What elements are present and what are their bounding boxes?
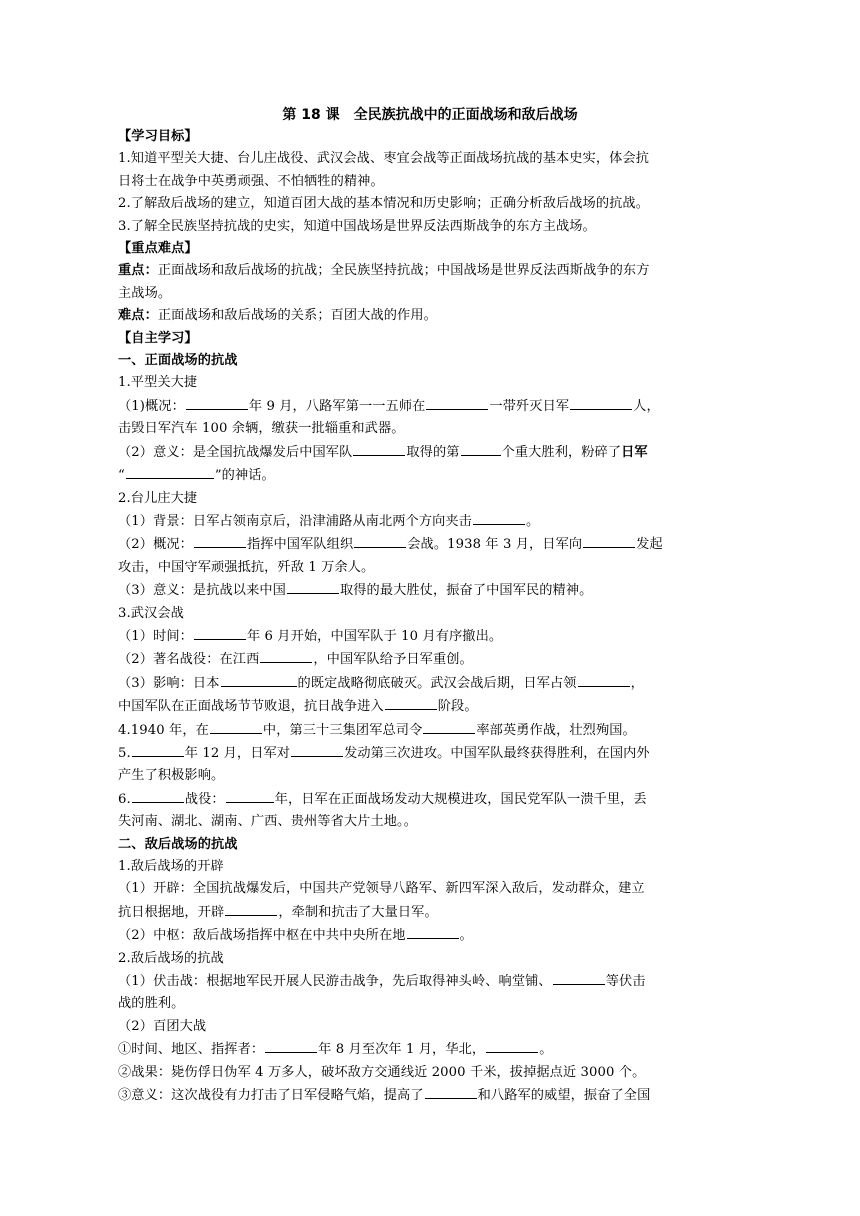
page-title: 第 18 课 全民族抗战中的正面战场和敌后战场	[282, 107, 578, 123]
text: 一带歼灭日军	[489, 398, 570, 414]
fill-blank[interactable]	[423, 719, 475, 734]
key-point-text: 正面战场和敌后战场的抗战；全民族坚持抗战；中国战场是世界反法西斯战争的东方	[157, 263, 650, 279]
text: 年 12 月，日军对	[184, 745, 291, 761]
key-heading: 【重点难点】	[118, 241, 198, 257]
text: （3）影响：日本	[118, 675, 220, 691]
key-point-line-2: 主战场。	[118, 285, 172, 301]
item-1-3-heading: 3.武汉会战	[118, 605, 184, 621]
text: 率部英勇作战，壮烈殉国。	[476, 722, 636, 738]
key-point-line-1	[118, 260, 742, 282]
fill-blank[interactable]	[578, 672, 630, 687]
text: 。	[525, 513, 540, 529]
self-study-heading: 【自主学习】	[118, 330, 198, 346]
section-2-heading: 二、敌后战场的抗战	[118, 836, 238, 852]
item-2-1-1-cont	[118, 901, 742, 924]
item-1-2-2-cont: 攻击，中国守军顽强抵抗，歼敌 1 万余人。	[118, 559, 375, 575]
text: 抗日根据地，开辟	[118, 904, 225, 920]
fill-blank[interactable]	[407, 924, 459, 939]
text: （1)概况：	[118, 398, 185, 414]
text: （1）伏击战：根据地军民开展人民游击战争，先后取得神头岭、响堂铺、	[118, 974, 552, 990]
text: （2）中枢：敌后战场指挥中枢在中共中央所在地	[118, 928, 406, 944]
item-1-5-cont: 产生了积极影响。	[118, 768, 225, 784]
text: 。	[459, 928, 473, 944]
document-page	[118, 104, 742, 1107]
item-1-1-1	[118, 395, 742, 418]
fill-blank[interactable]	[570, 395, 632, 410]
goal-1-line-1: 1.知道平型关大捷、台儿庄战役、武汉会战、枣宜会战等正面战场抗战的基本史实，体会抗	[118, 151, 649, 167]
text: 年 9 月，八路军第一一五师在	[248, 398, 426, 414]
text: 人，	[633, 398, 660, 414]
difficulty-text: 正面战场和敌后战场的关系；百团大战的作用。	[157, 308, 437, 324]
text: （2）意义：是全国抗战爆发后中国军队	[118, 444, 353, 460]
item-1-1-heading: 1.平型关大捷	[118, 375, 198, 391]
item-2-1-1: （1）开辟：全国抗战爆发后，中国共产党领导八路军、新四军深入敌后，发动群众，建立	[118, 881, 645, 897]
fill-blank[interactable]	[226, 788, 274, 803]
fill-blank[interactable]	[210, 719, 262, 734]
text: 取得的第	[406, 444, 460, 460]
fill-blank[interactable]	[426, 395, 488, 410]
item-2-1-2	[118, 924, 742, 947]
item-1-1-1-cont: 击毁日军汽车 100 余辆，缴获一批辎重和武器。	[118, 421, 405, 437]
text: 战役：	[184, 791, 225, 807]
text: 会战。1938 年 3 月，日军向	[407, 537, 583, 553]
fill-blank[interactable]	[461, 441, 501, 456]
text: ③意义：这次战役有力打击了日军侵略气焰，提高了	[118, 1088, 424, 1104]
item-1-2-1	[118, 510, 742, 533]
text: （1）时间：	[118, 628, 193, 644]
item-2-2-heading: 2.敌后战场的抗战	[118, 950, 224, 966]
text: 。	[539, 1042, 553, 1058]
item-1-1-2	[118, 441, 742, 464]
fill-blank[interactable]	[385, 695, 437, 710]
fill-blank[interactable]	[291, 742, 343, 757]
item-2-2-1-cont: 战的胜利。	[118, 996, 185, 1012]
item-1-3-1	[118, 625, 742, 648]
fill-blank[interactable]	[353, 441, 405, 456]
item-1-6-cont: 失河南、湖北、湖南、广西、贵州等省大片土地。。	[118, 814, 418, 830]
section-1-heading: 一、正面战场的抗战	[118, 353, 238, 369]
item-1-3-3	[118, 672, 742, 695]
item-1-3-3-cont	[118, 695, 742, 718]
item-2-2-2-2: ②战果：毙伤俘日伪军 4 万多人，破坏敌方交通线近 2000 千米，拔掉据点近 3000 个。	[118, 1064, 646, 1080]
fill-blank[interactable]	[225, 901, 277, 916]
text: 的既定战略彻底破灭。武汉会战后期，日军占领	[297, 675, 577, 691]
text: 等伏击	[605, 974, 646, 990]
item-1-2-3	[118, 579, 742, 602]
text: 阶段。	[437, 699, 478, 715]
fill-blank[interactable]	[221, 672, 297, 687]
fill-blank[interactable]	[194, 533, 246, 548]
text: ，	[630, 675, 644, 691]
fill-blank[interactable]	[287, 579, 339, 594]
item-1-1-2-cont	[118, 464, 742, 487]
difficulty-label: 难点：	[118, 308, 158, 324]
item-1-6	[118, 788, 742, 811]
fill-blank[interactable]	[186, 395, 248, 410]
item-2-1-heading: 1.敌后战场的开辟	[118, 859, 224, 874]
text: 指挥中国军队组织	[246, 537, 354, 553]
fill-blank[interactable]	[553, 970, 605, 985]
text: ①时间、地区、指挥者：	[118, 1042, 265, 1058]
text: 个重大胜利，粉碎了	[501, 444, 622, 460]
text: 6.	[118, 791, 131, 807]
text: 发动第三次进攻。中国军队最终获得胜利，在国内外	[344, 745, 650, 761]
text: 年，日军在正面战场发动大规模进攻，国民党军队一溃千里，丢	[274, 791, 647, 807]
item-1-5	[118, 742, 742, 765]
text: 年 6 月开始，中国军队于 10 月有序撤出。	[246, 628, 503, 644]
text: 中国军队在正面战场节节败退，抗日战争进入	[118, 699, 384, 715]
item-2-2-2-1	[118, 1038, 742, 1061]
goal-3: 3.了解全民族坚持抗战的史实，知道中国战场是世界反法西斯战争的东方主战场。	[118, 218, 596, 234]
fill-blank[interactable]	[194, 625, 246, 640]
item-1-2-2	[118, 533, 742, 556]
text: 和八路军的威望，振奋了全国	[477, 1088, 651, 1104]
fill-blank[interactable]	[583, 533, 635, 548]
text: “	[118, 468, 125, 484]
fill-blank[interactable]	[132, 742, 184, 757]
fill-blank[interactable]	[486, 1038, 538, 1053]
item-2-2-2-heading: （2）百团大战	[118, 1018, 207, 1034]
goal-1-line-2: 日将士在战争中英勇顽强、不怕牺牲的精神。	[118, 173, 384, 189]
text: 5.	[118, 745, 131, 761]
text: （2）著名战役：在江西	[118, 652, 260, 668]
goals-heading: 【学习目标】	[118, 129, 198, 144]
text: 发起	[636, 537, 663, 553]
fill-blank[interactable]	[132, 788, 184, 803]
fill-blank[interactable]	[354, 533, 406, 548]
text: （2）概况：	[118, 537, 193, 553]
fill-blank[interactable]	[425, 1084, 477, 1099]
text-bold: 日军	[621, 444, 648, 460]
text: ”的神话。	[214, 468, 275, 484]
item-1-3-2	[118, 648, 742, 671]
item-1-4	[118, 719, 742, 742]
text: 中，第三十三集团军总司令	[262, 722, 423, 738]
fill-blank[interactable]	[126, 464, 214, 479]
fill-blank[interactable]	[473, 510, 525, 525]
text: 取得的最大胜仗，振奋了中国军民的精神。	[339, 583, 593, 599]
text: 4.1940 年，在	[118, 722, 209, 738]
difficulty-line	[118, 305, 742, 327]
item-1-2-heading: 2.台儿庄大捷	[118, 490, 198, 506]
goal-2: 2.了解敌后战场的建立，知道百团大战的基本情况和历史影响；正确分析敌后战场的抗战。	[118, 196, 649, 212]
item-2-2-1	[118, 970, 742, 993]
text: （3）意义：是抗战以来中国	[118, 583, 286, 599]
text: （1）背景：日军占领南京后，沿津浦路从南北两个方向夹击	[118, 513, 472, 529]
text: 年 8 月至次年 1 月，华北，	[318, 1042, 486, 1058]
key-point-label: 重点：	[118, 263, 158, 279]
fill-blank[interactable]	[260, 648, 312, 663]
text: ，牵制和抗击了大量日军。	[278, 904, 438, 920]
text: ，中国军队给予日军重创。	[313, 652, 473, 668]
fill-blank[interactable]	[265, 1038, 317, 1053]
item-2-2-2-3	[118, 1084, 742, 1107]
